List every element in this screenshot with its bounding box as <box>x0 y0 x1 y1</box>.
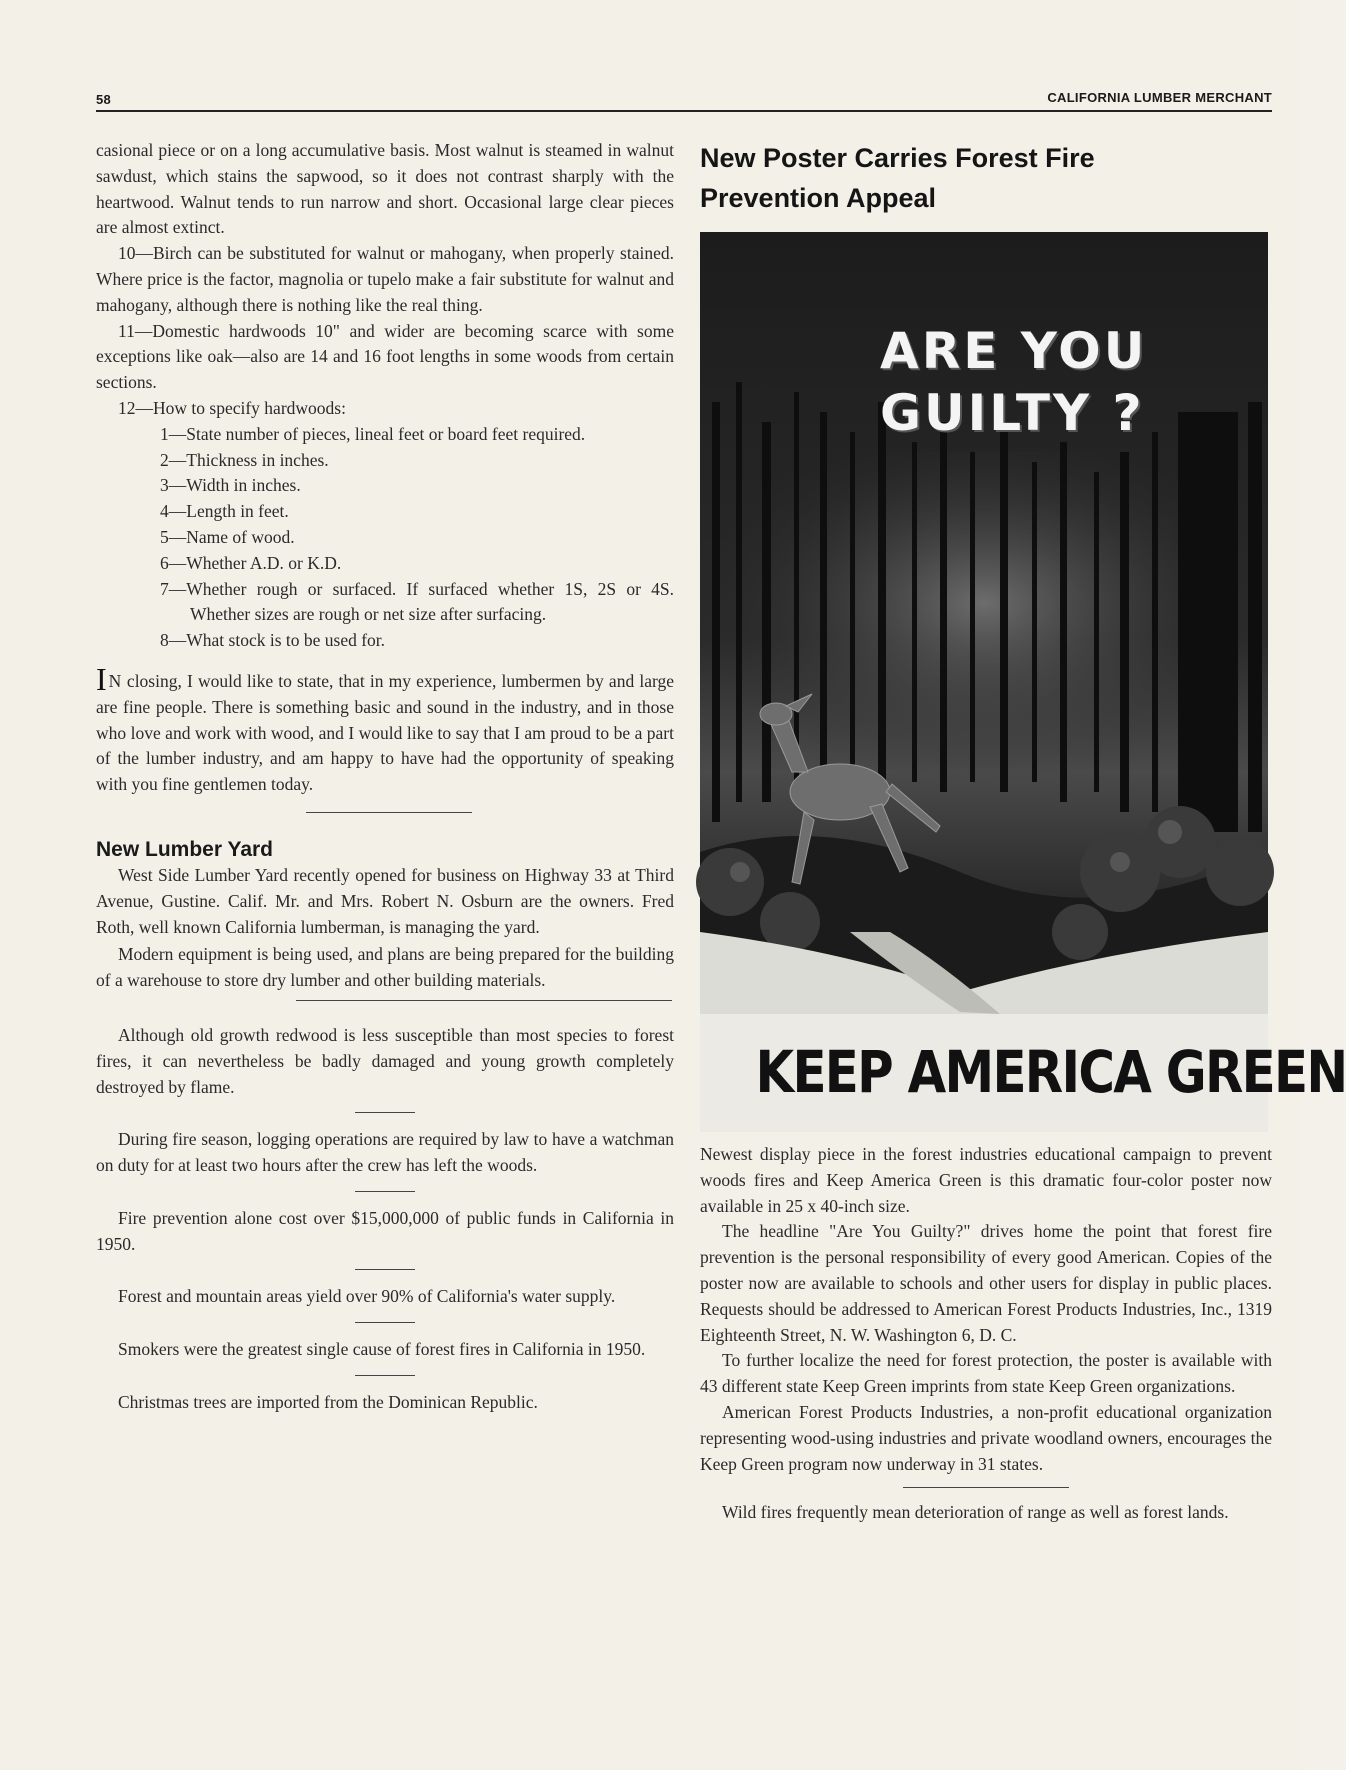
headline-line-2: Prevention Appeal <box>700 183 937 213</box>
spec-item: 8—What stock is to be used for. <box>160 630 386 651</box>
forest-fire-poster <box>700 232 1346 1132</box>
headline-line-1: New Poster Carries Forest Fire <box>700 143 1095 173</box>
poster-headline-line-2: GUILTY ? <box>880 384 1145 442</box>
article-headline <box>700 138 1272 218</box>
spec-item: 2—Thickness in inches. <box>160 449 329 470</box>
new-lumber-yard-heading: New Lumber Yard <box>96 837 274 861</box>
left-column <box>96 138 674 1416</box>
fact-item: Fire prevention alone cost over $15,000,000 of public funds in California in 1950. <box>96 1207 674 1254</box>
list-item-12: 12—How to specify hardwoods: <box>118 397 346 418</box>
poster-slogan-band <box>700 1014 1346 1132</box>
poster-description: Newest display piece in the forest industries educational campaign to prevent woods fires and Keep America Green is this dramatic four-color poster now available in 25 x 40-inch size. <box>700 1144 1272 1216</box>
closing-smallcap: N <box>108 670 122 691</box>
spec-item: 4—Length in feet. <box>160 501 289 522</box>
list-item-11: 11—Domestic hardwoods 10" and wider are becoming scarce with some exceptions like oak—also are 14 and 16 foot lengths in some woods from certain sections. <box>96 320 674 393</box>
right-column <box>700 138 1346 1526</box>
list-item-10: 10—Birch can be substituted for walnut or mahogany, when properly stained. Where price is the factor, magnolia or tupelo make a fair substitute for walnut and mahogany, although there is nothing like the real thing. <box>96 243 674 315</box>
yard-paragraph: West Side Lumber Yard recently opened for business on Highway 33 at Third Avenue, Gustine. Calif. Mr. and Mrs. Robert N. Osburn are the owners. Fred Roth, well known California lumberman, is managing the yard. <box>96 864 674 937</box>
page-header <box>96 86 1272 110</box>
fact-item: Forest and mountain areas yield over 90% of California's water supply. <box>118 1286 616 1307</box>
fact-item: Smokers were the greatest single cause of forest fires in California in 1950. <box>118 1339 646 1360</box>
closing-text: closing, I would like to state, that in my experience, lumbermen by and large are fine people. There is something basic and sound in the industry, and in those who love and work with wood, and I would like to say that I am proud to be a part of the lumber industry, and am happy to have had the opportunity of speaking with you fine gentlemen today. <box>96 670 674 795</box>
spec-item: 3—Width in inches. <box>160 475 301 496</box>
headline-paragraph: The headline "Are You Guilty?" drives home the point that forest fire prevention is the personal responsibility of every good American. Copies of the poster now are available to schools and other users for display in public places. Requests should be addressed to American Forest Products Industries, Inc., 1319 Eighteenth Street, N. W. Washington 6, D. C. <box>700 1221 1272 1345</box>
fact-item: During fire season, logging operations are required by law to have a watchman on duty for at least two hours after the crew has left the woods. <box>96 1129 674 1176</box>
spec-item: 5—Name of wood. <box>160 526 295 547</box>
header-rule <box>96 110 1272 112</box>
walnut-paragraph: casional piece or on a long accumulative basis. Most walnut is steamed in walnut sawdust, which stains the sapwood, so it does not contrast sharply with the heartwood. Walnut tends to run narrow and short. Occasional large clear pieces are almost extinct. <box>96 140 674 238</box>
spec-item: 1—State number of pieces, lineal feet or board feet required. <box>160 423 586 444</box>
spec-item: 7—Whether rough or surfaced. If surfaced whether 1S, 2S or 4S. Whether sizes are rough or net size after surfacing. <box>160 578 674 625</box>
yard-paragraph: Modern equipment is being used, and plans are being prepared for the building of a warehouse to store dry lumber and other building materials. <box>96 944 674 991</box>
poster-headline <box>880 320 1260 444</box>
fact-item: Christmas trees are imported from the Dominican Republic. <box>118 1392 538 1413</box>
poster-headline-line-1: ARE YOU <box>880 322 1148 380</box>
fact-item: Although old growth redwood is less susceptible than most species to forest fires, it can nevertheless be badly damaged and young growth completely destroyed by flame. <box>96 1024 674 1097</box>
wild-fires-paragraph: Wild fires frequently mean deterioration of range as well as forest lands. <box>722 1502 1229 1523</box>
magazine-title: CALIFORNIA LUMBER MERCHANT <box>1047 90 1272 105</box>
afpi-paragraph: American Forest Products Industries, a non-profit educational organization representing wood-using industries and private woodland owners, encourages the Keep Green program now underway in 31 states. <box>700 1401 1272 1474</box>
poster-slogan: KEEP AMERICA GREEN <box>755 1038 1346 1106</box>
drop-cap: I <box>96 660 107 697</box>
closing-paragraph <box>96 660 674 798</box>
page-number: 58 <box>96 92 112 107</box>
localize-paragraph: To further localize the need for forest protection, the poster is available with 43 different state Keep Green imprints from state Keep Green organizations. <box>700 1350 1272 1397</box>
spec-item: 6—Whether A.D. or K.D. <box>160 552 342 573</box>
